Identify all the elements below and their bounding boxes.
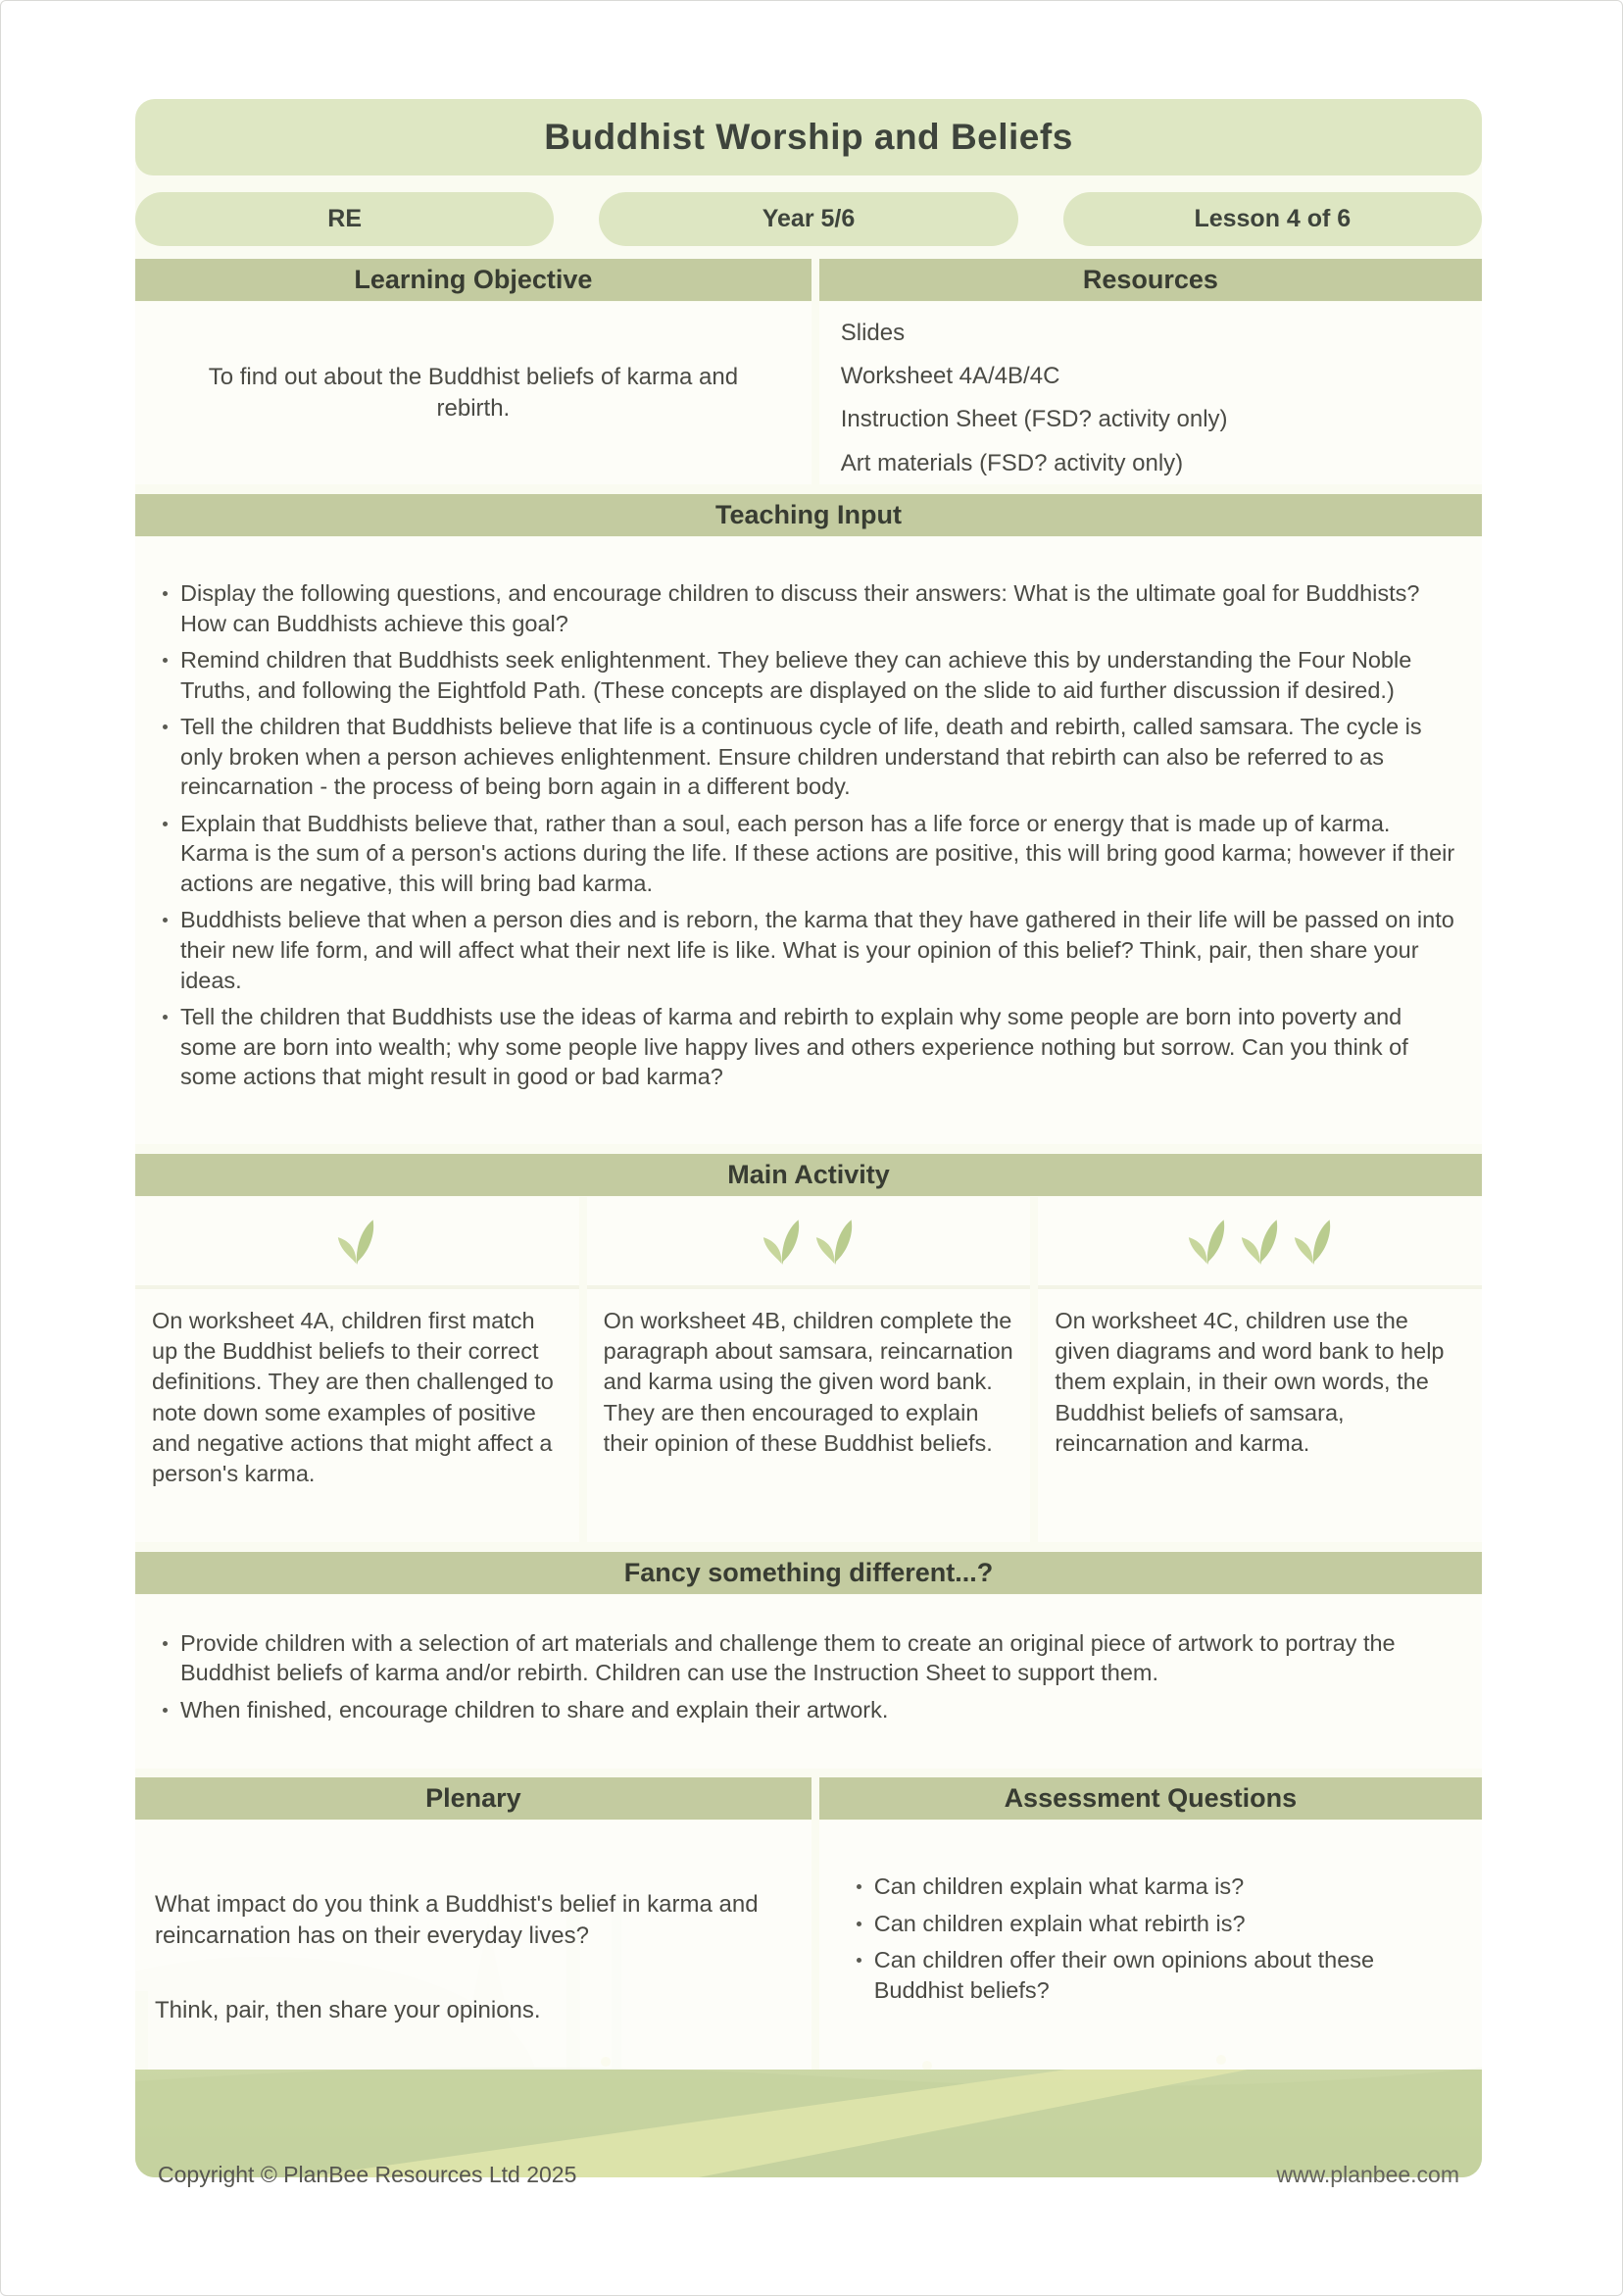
copyright-text: Copyright © PlanBee Resources Ltd 2025 — [158, 2162, 577, 2187]
activity-text-4c: On worksheet 4C, children use the given diagrams and word bank to help them explain, in their own words, the Buddhist beliefs of samsara, reincarnation and karma. — [1055, 1307, 1445, 1456]
assessment-header: Assessment Questions — [819, 1777, 1482, 1820]
plenary-question: What impact do you think a Buddhist's belief in karma and reincarnation has on their everyday lives? — [155, 1891, 759, 1950]
bottom-zone — [135, 1777, 1482, 2177]
list-item: Can children explain what karma is? — [851, 1872, 1456, 1902]
difficulty-2 — [587, 1197, 1031, 1289]
list-item: Explain that Buddhists believe that, rather than a soul, each person has a life force or energy that is made up of karma. Karma is the sum of a person's actions during the life. If these actions are positive, this will bring good karma; however if their actions are negative, this will bring bad karma. — [157, 809, 1460, 899]
subject-pill: RE — [135, 192, 554, 246]
list-item: Display the following questions, and encourage children to discuss their answers: What is the ultimate goal for Buddhists? How can Buddhists achieve this goal? — [157, 578, 1460, 638]
list-item: Can children offer their own opinions about these Buddhist beliefs? — [851, 1945, 1456, 2005]
leaf-sprout-icon — [1238, 1216, 1283, 1267]
main-activity-column-4b — [587, 1197, 1031, 1542]
page-title: Buddhist Worship and Beliefs — [544, 117, 1073, 157]
list-item: Remind children that Buddhists seek enlightenment. They believe they can achieve this by understanding the Four Noble Truths, and following the Eightfold Path. (These concepts are displayed on the slide to aid further discussion if desired.) — [157, 645, 1460, 705]
assessment-list — [819, 1821, 1482, 2005]
lesson-pill: Lesson 4 of 6 — [1063, 192, 1482, 246]
assessment-cell — [819, 1821, 1482, 2070]
leaf-sprout-icon — [812, 1216, 858, 1267]
resources-list — [819, 302, 1482, 501]
teaching-input-list — [157, 578, 1460, 1092]
leaf-sprout-icon — [1185, 1216, 1230, 1267]
resources-header: Resources — [819, 259, 1482, 301]
main-activity-header: Main Activity — [135, 1154, 1482, 1196]
difficulty-1 — [135, 1197, 579, 1289]
leaf-sprout-icon — [1291, 1216, 1336, 1267]
website-link[interactable]: www.planbee.com — [1276, 2162, 1459, 2187]
learning-objective-header: Learning Objective — [135, 259, 812, 301]
fancy-content — [135, 1595, 1482, 1770]
plenary-text — [135, 1821, 812, 2025]
meta-pills — [135, 192, 1482, 246]
page-footer — [158, 2162, 1459, 2188]
plenary-assessment-table — [135, 1777, 1482, 2070]
teaching-input-section — [135, 494, 1482, 1144]
leaf-sprout-icon — [334, 1216, 379, 1267]
resources-cell — [819, 302, 1482, 484]
plenary-cell — [135, 1821, 812, 2070]
leaf-sprout-icon — [760, 1216, 805, 1267]
lesson-plan-card — [135, 99, 1482, 2177]
plenary-header: Plenary — [135, 1777, 812, 1820]
list-item: Tell the children that Buddhists use the ideas of karma and rebirth to explain why some people are born into poverty and some are born into wealth; why some people live happy lives and others experience nothing but sorrow. Can you think of some actions that might result in good or bad karma? — [157, 1002, 1460, 1092]
plenary-instruction: Think, pair, then share your opinions. — [155, 1996, 541, 2023]
activity-text-4b: On worksheet 4B, children complete the paragraph about samsara, reincarnation and karma using the given word bank. They are then encouraged to explain their opinion of these Buddhist beliefs. — [603, 1307, 1013, 1456]
teaching-input-header: Teaching Input — [135, 494, 1482, 536]
resource-item: Art materials (FSD? activity only) — [840, 449, 1184, 476]
main-activity-column-4a — [135, 1197, 579, 1542]
fancy-header: Fancy something different...? — [135, 1552, 1482, 1594]
resource-item: Slides — [840, 320, 906, 346]
main-activity-section — [135, 1154, 1482, 1542]
list-item: Buddhists believe that when a person dies and is reborn, the karma that they have gathered in their life will be passed on into their new life form, and will affect what their next life is like. What is your opinion of this belief? Think, pair, then share your ideas. — [157, 905, 1460, 995]
difficulty-3 — [1038, 1197, 1482, 1289]
list-item: Provide children with a selection of art materials and challenge them to create an original piece of artwork to portray the Buddhist beliefs of karma and/or rebirth. Children can use the Instruction Sheet to support them. — [157, 1628, 1460, 1688]
resource-item: Worksheet 4A/4B/4C — [840, 363, 1060, 390]
objective-resources-table — [135, 259, 1482, 484]
fancy-list — [157, 1628, 1460, 1725]
resource-item: Instruction Sheet (FSD? activity only) — [840, 406, 1228, 433]
list-item: Tell the children that Buddhists believe that life is a continuous cycle of life, death and rebirth, called samsara. The cycle is only broken when a person achieves enlightenment. Ensure children understand that rebirth can also be referred to as reincarnation - the process of being born again in a different body. — [157, 712, 1460, 802]
learning-objective-cell — [135, 302, 812, 484]
year-pill: Year 5/6 — [599, 192, 1017, 246]
main-activity-column-4c — [1038, 1197, 1482, 1542]
teaching-input-content — [135, 537, 1482, 1144]
list-item: When finished, encourage children to share and explain their artwork. — [157, 1695, 1460, 1725]
list-item: Can children explain what rebirth is? — [851, 1909, 1456, 1939]
fancy-section — [135, 1552, 1482, 1770]
learning-objective-text: To find out about the Buddhist beliefs of karma and rebirth. — [208, 363, 739, 422]
title-bar — [135, 99, 1482, 175]
activity-text-4a: On worksheet 4A, children first match up the Buddhist beliefs to their correct definitions. They are then challenged to note down some examples of positive and negative actions that might affect a person's karma. — [152, 1307, 554, 1486]
